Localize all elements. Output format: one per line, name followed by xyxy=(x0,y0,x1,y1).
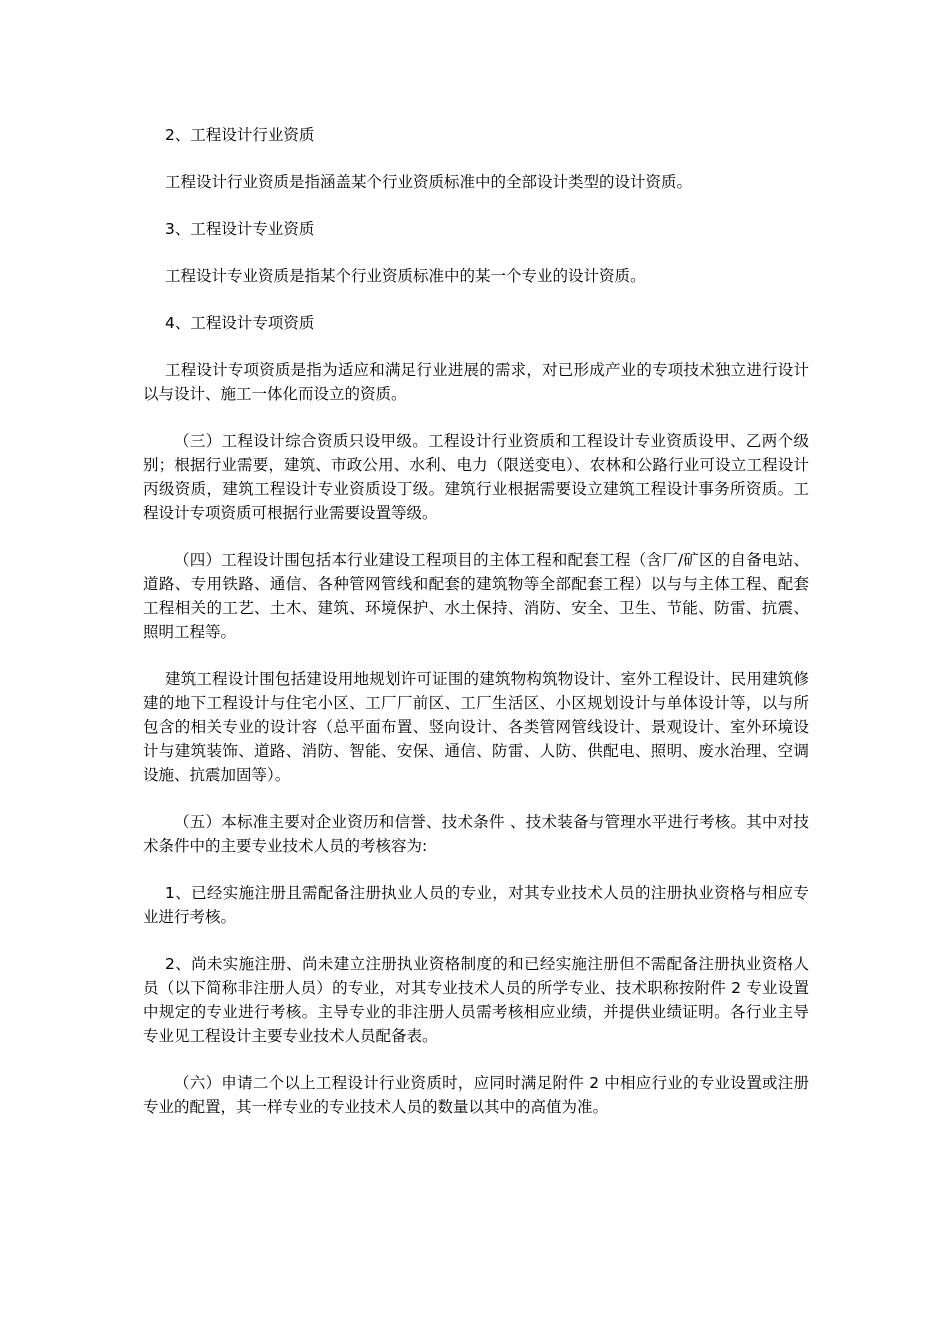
heading-specialty-qualification: 3、工程设计专业资质 xyxy=(165,220,315,238)
paragraph-section-four: （四）工程设计围包括本行业建设工程项目的主体工程和配套工程（含厂/矿区的自备电站、道路、专用铁路、通信、各种管网管线和配套的建筑物等全部配套工程）以与与主体工程、配套工程相关的工艺、土木、建筑、环境保护、水土保持、消防、安全、卫生、节能、防雷、抗震、照明工程等。 xyxy=(143,551,809,641)
document-body xyxy=(143,123,809,1119)
paragraph-building-design-scope: 建筑工程设计围包括建设用地规划许可证围的建筑物构筑物设计、室外工程设计、民用建筑修建的地下工程设计与住宅小区、工厂厂前区、工厂生活区、小区规划设计与单体设计等，以与所包含的相关专业的设计容（总平面布置、竖向设计、各类管网管线设计、景观设计、室外环境设计与建筑装饰、道路、消防、智能、安保、通信、防雷、人防、供配电、照明、废水治理、空调设施、抗震加固等）。 xyxy=(143,670,809,784)
paragraph-industry-qualification: 工程设计行业资质是指涵盖某个行业资质标准中的全部设计类型的设计资质。 xyxy=(165,173,693,191)
paragraph-section-six: （六）申请二个以上工程设计行业资质时，应同时满足附件 2 中相应行业的专业设置或注册专业的配置，其一样专业的专业技术人员的数量以其中的高值为准。 xyxy=(143,1074,809,1116)
paragraph-section-five: （五）本标准主要对企业资历和信誉、技术条件 、技术装备与管理水平进行考核。其中对技术条件中的主要专业技术人员的考核容为: xyxy=(143,813,809,855)
paragraph-specialty-qualification: 工程设计专业资质是指某个行业资质标准中的某一个专业的设计资质。 xyxy=(165,267,646,285)
list-item-non-registered-personnel: 2、尚未实施注册、尚未建立注册执业资格制度的和已经实施注册但不需配备注册执业资格人员（以下简称非注册人员）的专业，对其专业技术人员的所学专业、技术职称按附件 2 专业设置中规定的专业进行考核。主导专业的非注册人员需考核相应业绩，并提供业绩证明。各行业主导专业见工程设计主要专业技术人员配备表。 xyxy=(143,955,809,1045)
paragraph-section-three: （三）工程设计综合资质只设甲级。工程设计行业资质和工程设计专业资质设甲、乙两个级别；根据行业需要，建筑、市政公用、水利、电力（限送变电）、农林和公路行业可设立工程设计丙级资质，建筑工程设计专业资质设丁级。建筑行业根据需要设立建筑工程设计事务所资质。工程设计专项资质可根据行业需要设置等级。 xyxy=(143,432,809,522)
heading-special-item-qualification: 4、工程设计专项资质 xyxy=(165,314,315,332)
heading-industry-qualification: 2、工程设计行业资质 xyxy=(165,126,315,144)
paragraph-special-item-qualification: 工程设计专项资质是指为适应和满足行业进展的需求，对已形成产业的专项技术独立进行设计以与设计、施工一体化而设立的资质。 xyxy=(143,361,809,403)
list-item-registered-personnel: 1、已经实施注册且需配备注册执业人员的专业，对其专业技术人员的注册执业资格与相应专业进行考核。 xyxy=(143,884,809,926)
